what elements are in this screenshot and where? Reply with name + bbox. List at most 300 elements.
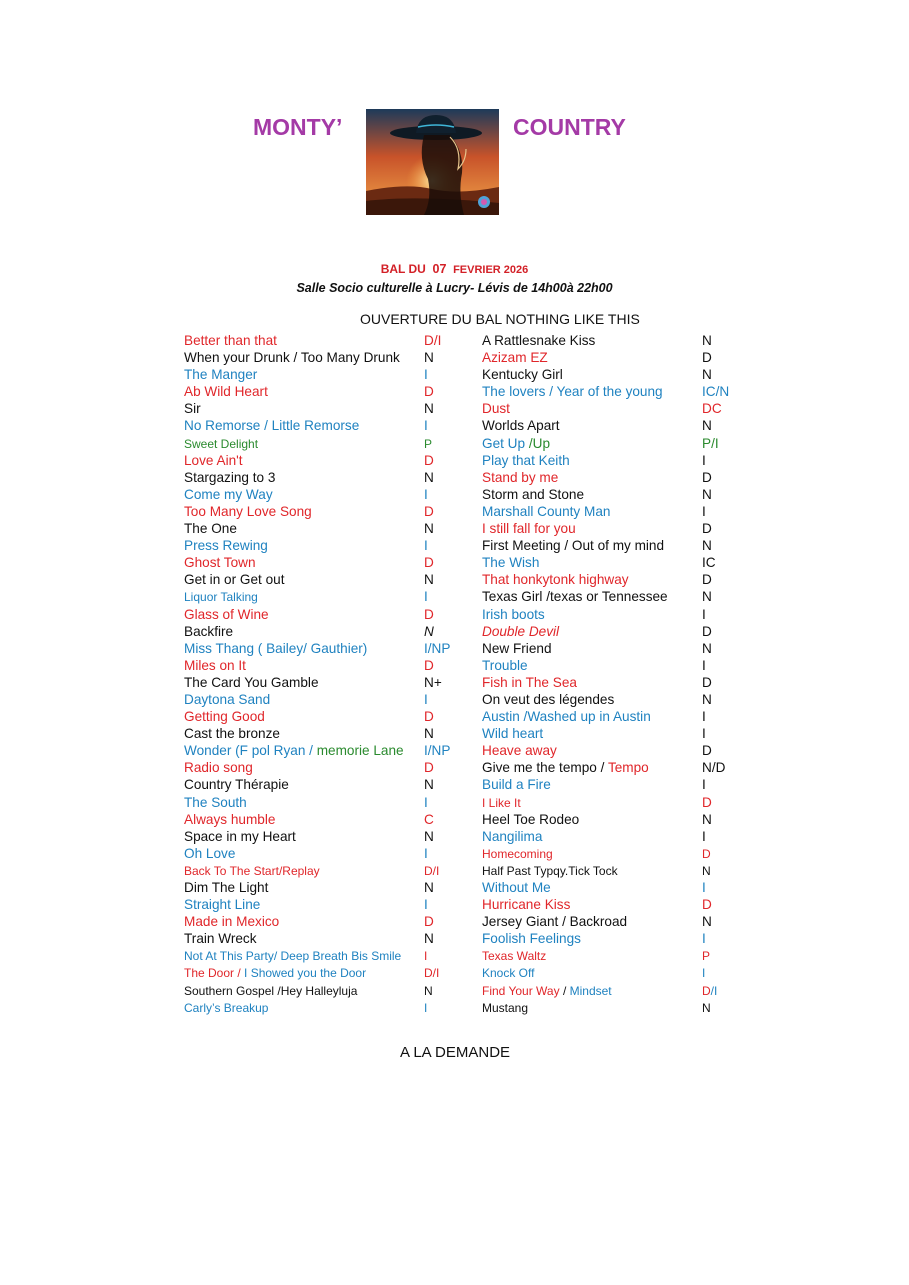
dance-code-left-segment: D xyxy=(424,657,434,673)
dance-code-right xyxy=(702,811,712,828)
dance-code-left xyxy=(424,486,428,503)
dance-code-right xyxy=(702,588,712,605)
dance-code-right xyxy=(702,691,712,708)
song-title-right xyxy=(482,999,528,1017)
dance-code-right-segment: I xyxy=(702,503,706,519)
song-title-left xyxy=(184,982,357,1000)
song-title-left xyxy=(184,400,201,417)
song-title-right xyxy=(482,845,553,863)
song-title-right xyxy=(482,349,548,366)
dance-code-right-segment: DC xyxy=(702,401,722,417)
song-title-left-segment: Train Wreck xyxy=(184,931,257,947)
dance-code-left-segment: N xyxy=(424,931,434,947)
song-title-right xyxy=(482,520,576,537)
dance-code-left xyxy=(424,469,434,486)
song-title-left xyxy=(184,691,270,708)
song-title-left xyxy=(184,606,269,623)
dance-code-right-segment: I xyxy=(702,657,706,673)
dance-code-left-segment: I xyxy=(424,589,428,605)
dance-code-left-segment: I xyxy=(424,949,428,964)
dance-code-right-segment: P/I xyxy=(702,435,719,451)
song-row xyxy=(184,674,764,691)
song-row xyxy=(184,982,764,999)
dance-code-right-segment: I xyxy=(702,452,706,468)
dance-code-left xyxy=(424,964,439,982)
song-row xyxy=(184,417,764,434)
event-logo xyxy=(366,109,499,215)
song-title-right-segment: Tempo xyxy=(607,760,649,776)
dance-code-right xyxy=(702,486,712,503)
dance-code-left-segment: D xyxy=(424,503,434,519)
event-venue: Salle Socio culturelle à Lucry- Lévis de 14h00à 22h00 xyxy=(296,281,613,295)
dance-code-left xyxy=(424,417,428,434)
dance-code-right-segment: I xyxy=(702,966,706,981)
song-row xyxy=(184,947,764,964)
dance-code-left-segment: N xyxy=(424,726,434,742)
dance-code-left-segment: N xyxy=(424,572,434,588)
dance-code-right-segment: N/D xyxy=(702,760,726,776)
dance-code-left xyxy=(424,811,434,828)
dance-code-right-segment: D xyxy=(702,743,712,759)
song-title-left xyxy=(184,332,277,349)
song-row xyxy=(184,469,764,486)
song-title-left xyxy=(184,794,247,811)
dance-code-left xyxy=(424,742,450,759)
dance-code-left-segment: I xyxy=(424,367,428,383)
song-title-left-segment: The South xyxy=(184,794,247,810)
dance-code-right-segment: I xyxy=(702,828,706,844)
dance-code-right-segment: N xyxy=(702,691,712,707)
dance-code-right xyxy=(702,742,712,759)
footer-on-demand: A LA DEMANDE xyxy=(400,1044,511,1061)
dance-code-right-segment: /I xyxy=(710,983,718,998)
song-row xyxy=(184,811,764,828)
dance-code-right-segment: N xyxy=(702,538,712,554)
dance-code-right-segment: D xyxy=(702,794,712,810)
song-title-right-segment: Austin /Washed up in Austin xyxy=(482,709,651,725)
dance-code-right-segment: D xyxy=(702,521,712,537)
dance-code-left-segment: N xyxy=(424,777,434,793)
song-row xyxy=(184,486,764,503)
dance-code-left xyxy=(424,366,428,383)
song-title-left-segment: Southern Gospel /Hey Halleyluja xyxy=(184,983,358,998)
dance-code-right xyxy=(702,383,729,400)
song-title-left-segment: Oh Love xyxy=(184,845,236,861)
dance-code-right xyxy=(702,606,706,623)
song-title-right-segment: Heave away xyxy=(482,743,557,759)
dance-code-left-segment: D xyxy=(424,914,434,930)
dance-code-right xyxy=(702,520,712,537)
song-title-right-segment: New Friend xyxy=(482,640,552,656)
song-title-right xyxy=(482,862,618,880)
dance-code-left xyxy=(424,623,434,640)
song-title-left-segment: Backfire xyxy=(184,623,234,639)
dance-code-right-segment: I xyxy=(702,709,706,725)
dance-code-right-segment: IC xyxy=(702,555,716,571)
dance-code-right-segment: D xyxy=(702,572,712,588)
dance-code-left xyxy=(424,520,434,537)
dance-code-left-segment: I xyxy=(424,486,428,502)
song-title-right xyxy=(482,828,542,845)
song-row xyxy=(184,879,764,896)
song-title-left-segment: Ab Wild Heart xyxy=(184,384,268,400)
song-title-right-segment: Storm and Stone xyxy=(482,486,585,502)
dance-code-left xyxy=(424,776,434,793)
song-title-right xyxy=(482,691,614,708)
dance-code-right-segment: I xyxy=(702,777,706,793)
dance-code-right-segment: D xyxy=(702,469,712,485)
song-row xyxy=(184,930,764,947)
song-title-left xyxy=(184,776,289,793)
song-title-left-segment: Ghost Town xyxy=(184,555,256,571)
dance-code-left xyxy=(424,794,428,811)
song-title-right xyxy=(482,332,595,349)
dance-code-left-segment: I xyxy=(424,897,428,913)
dance-code-left xyxy=(424,879,434,896)
dance-code-left xyxy=(424,332,441,349)
song-row xyxy=(184,366,764,383)
dance-code-left xyxy=(424,606,434,623)
song-title-right-segment: Jersey Giant / Backroad xyxy=(482,914,628,930)
dance-code-right xyxy=(702,725,706,742)
song-title-left-segment: Sweet Delight xyxy=(184,436,259,451)
song-row xyxy=(184,828,764,845)
song-title-right-segment: Texas Girl /texas or Tennessee xyxy=(482,589,668,605)
song-title-right-segment: Wild heart xyxy=(482,726,544,742)
song-title-left xyxy=(184,623,233,640)
song-title-left-segment: Cast the bronze xyxy=(184,726,280,742)
song-title-left xyxy=(184,383,268,400)
song-title-left-segment: Straight Line xyxy=(184,897,261,913)
song-title-right xyxy=(482,776,551,793)
dance-code-right-segment: N xyxy=(702,333,712,348)
dance-code-left xyxy=(424,930,434,947)
song-list xyxy=(184,332,764,1016)
dance-code-right xyxy=(702,503,706,520)
song-title-right-segment: A Rattlesnake Kiss xyxy=(482,333,596,348)
song-title-right xyxy=(482,537,664,554)
song-row xyxy=(184,657,764,674)
song-title-right xyxy=(482,571,629,588)
dance-code-right xyxy=(702,674,712,691)
song-row xyxy=(184,588,764,605)
dance-code-left-segment: I xyxy=(424,538,428,554)
song-title-left-segment: The Door / xyxy=(184,966,245,981)
dance-code-left xyxy=(424,674,442,691)
dance-code-right xyxy=(702,862,711,880)
song-row xyxy=(184,606,764,623)
song-title-left xyxy=(184,520,237,537)
song-title-right xyxy=(482,982,612,1000)
song-title-left xyxy=(184,537,268,554)
song-row xyxy=(184,691,764,708)
dance-code-right-segment: N xyxy=(702,914,712,930)
song-title-left xyxy=(184,879,268,896)
dance-code-right xyxy=(702,400,722,417)
song-title-right xyxy=(482,503,610,520)
opening-dance: OUVERTURE DU BAL NOTHING LIKE THIS xyxy=(360,311,640,327)
song-title-left xyxy=(184,366,257,383)
song-title-right xyxy=(482,486,584,503)
song-title-left-segment: Radio song xyxy=(184,760,253,776)
dance-code-left-segment: D/I xyxy=(424,333,442,348)
dance-code-right xyxy=(702,366,712,383)
dance-code-left-segment: N xyxy=(424,983,433,998)
dance-code-left-segment: D xyxy=(424,384,434,400)
song-title-right-segment: Dust xyxy=(482,401,510,417)
song-title-left xyxy=(184,947,401,965)
song-title-left xyxy=(184,469,275,486)
song-row xyxy=(184,520,764,537)
dance-code-left xyxy=(424,588,428,605)
song-title-right-segment: Kentucky Girl xyxy=(482,367,563,383)
song-title-right-segment: Mindset xyxy=(569,983,612,998)
song-title-right-segment: Give me the tempo / xyxy=(482,760,608,776)
brand-left: MONTY’ xyxy=(253,114,343,140)
song-title-right xyxy=(482,947,546,965)
dance-code-left-segment: I/NP xyxy=(424,743,451,759)
dance-code-left-segment: I xyxy=(424,418,428,434)
dance-code-left xyxy=(424,657,434,674)
song-row xyxy=(184,452,764,469)
song-title-right xyxy=(482,759,649,776)
song-title-right xyxy=(482,435,550,452)
song-title-left-segment: Space in my Heart xyxy=(184,828,296,844)
dance-code-right xyxy=(702,657,706,674)
dance-code-right xyxy=(702,913,712,930)
dance-code-left xyxy=(424,571,434,588)
song-row xyxy=(184,537,764,554)
dance-code-left xyxy=(424,503,434,520)
song-title-right-segment: I Like It xyxy=(482,795,521,810)
song-title-right-segment: The lovers / Year of the young xyxy=(482,384,663,400)
dance-code-left xyxy=(424,828,434,845)
dance-code-right-segment: N xyxy=(702,811,712,827)
song-title-right-segment: Find Your Way xyxy=(482,983,560,998)
dance-code-right xyxy=(702,640,712,657)
song-title-right xyxy=(482,964,534,982)
song-title-right-segment: Knock Off xyxy=(482,966,535,981)
dance-code-right xyxy=(702,571,712,588)
song-title-right-segment: Azizam EZ xyxy=(482,350,548,366)
song-title-left-segment: No Remorse / Little Remorse xyxy=(184,418,360,434)
dance-code-left xyxy=(424,435,432,453)
song-title-right xyxy=(482,811,579,828)
song-title-right xyxy=(482,417,560,434)
song-title-left-segment: Better than that xyxy=(184,333,277,348)
dance-code-left xyxy=(424,725,434,742)
song-title-left-segment: Getting Good xyxy=(184,709,265,725)
song-row xyxy=(184,623,764,640)
song-title-left-segment: Miles on It xyxy=(184,657,246,673)
dance-code-right-segment: IC/N xyxy=(702,384,730,400)
song-row xyxy=(184,400,764,417)
song-title-left xyxy=(184,896,260,913)
dance-code-right-segment: N xyxy=(702,863,711,878)
song-row xyxy=(184,349,764,366)
song-title-right-segment: Stand by me xyxy=(482,469,559,485)
dance-code-right xyxy=(702,828,706,845)
song-title-left-segment: Back To The Start/Replay xyxy=(184,863,320,878)
song-title-left-segment: The Card You Gamble xyxy=(184,674,319,690)
dance-code-right-segment: D xyxy=(702,350,712,366)
song-title-left-segment: Come my Way xyxy=(184,486,273,502)
dance-code-right xyxy=(702,845,711,863)
song-title-right-segment: / xyxy=(559,983,570,998)
song-row xyxy=(184,845,764,862)
dance-code-right xyxy=(702,332,712,349)
song-row xyxy=(184,554,764,571)
dance-code-left xyxy=(424,896,428,913)
dance-code-right-segment: N xyxy=(702,486,712,502)
song-title-right-segment: The Wish xyxy=(482,555,540,571)
song-title-right-segment: Homecoming xyxy=(482,846,553,861)
song-title-left xyxy=(184,964,366,982)
dance-code-left-segment: N xyxy=(424,521,434,537)
song-row xyxy=(184,725,764,742)
song-title-right-segment: Irish boots xyxy=(482,606,545,622)
dance-code-left-segment: N xyxy=(424,880,434,895)
dance-code-right xyxy=(702,776,706,793)
song-title-left xyxy=(184,486,273,503)
song-title-right-segment: That honkytonk highway xyxy=(482,572,629,588)
song-title-right xyxy=(482,640,552,657)
dance-code-left xyxy=(424,999,427,1017)
event-month-year: FEVRIER 2026 xyxy=(453,264,529,276)
dance-code-right xyxy=(702,794,712,811)
song-title-right xyxy=(482,366,563,383)
song-row xyxy=(184,896,764,913)
song-title-left-segment: Glass of Wine xyxy=(184,606,269,622)
song-title-right-segment: First Meeting / Out of my mind xyxy=(482,538,665,554)
song-title-left xyxy=(184,845,235,862)
dance-code-right xyxy=(702,623,712,640)
dance-code-left xyxy=(424,537,428,554)
dance-code-right-segment: N xyxy=(702,589,712,605)
song-title-right xyxy=(482,913,627,930)
song-row xyxy=(184,999,764,1016)
song-title-right xyxy=(482,879,551,896)
dance-code-right xyxy=(702,879,706,896)
dance-code-left-segment: I xyxy=(424,794,428,810)
song-title-left xyxy=(184,640,367,657)
dance-code-right-segment: N xyxy=(702,1000,711,1015)
song-row xyxy=(184,913,764,930)
event-date xyxy=(0,262,909,276)
dance-code-right-segment: N xyxy=(702,640,712,656)
dance-code-left xyxy=(424,862,439,880)
dance-code-left-segment: D/I xyxy=(424,863,440,878)
song-title-right-segment: Without Me xyxy=(482,880,551,895)
song-title-left xyxy=(184,862,320,880)
song-title-left xyxy=(184,742,404,759)
dance-code-left-segment: D xyxy=(424,452,434,468)
dance-code-right xyxy=(702,554,716,571)
song-title-right xyxy=(482,400,510,417)
song-title-left-segment: Made in Mexico xyxy=(184,914,280,930)
song-row xyxy=(184,435,764,452)
brand-right: COUNTRY xyxy=(513,114,626,140)
dance-code-left xyxy=(424,640,450,657)
song-title-left-segment: Press Rewing xyxy=(184,538,268,554)
song-title-right xyxy=(482,606,545,623)
dance-code-left-segment: D xyxy=(424,555,434,571)
song-row xyxy=(184,964,764,981)
song-title-right-segment: Worlds Apart xyxy=(482,418,560,434)
song-title-left-segment: Country Thérapie xyxy=(184,777,289,793)
dance-code-left-segment: N xyxy=(424,350,434,366)
dance-code-right-segment: I xyxy=(702,880,706,895)
song-row xyxy=(184,794,764,811)
song-title-right xyxy=(482,725,543,742)
song-title-right xyxy=(482,383,663,400)
dance-code-left-segment: P xyxy=(424,436,433,451)
song-title-left-segment: Daytona Sand xyxy=(184,691,271,707)
dance-code-right xyxy=(702,982,717,1000)
song-title-left xyxy=(184,452,243,469)
dance-code-right-segment: N xyxy=(702,418,712,434)
song-title-right xyxy=(482,674,577,691)
song-title-left-segment: Dim The Light xyxy=(184,880,269,895)
dance-code-right-segment: P xyxy=(702,949,711,964)
song-title-right-segment: Marshall County Man xyxy=(482,503,611,519)
song-title-left-segment: Miss Thang ( Bailey/ Gauthier) xyxy=(184,640,368,656)
song-title-left xyxy=(184,828,296,845)
song-title-left-segment: Sir xyxy=(184,401,201,417)
dance-code-right xyxy=(702,708,706,725)
dance-code-right xyxy=(702,417,712,434)
song-title-left xyxy=(184,503,312,520)
dance-code-right-segment: D xyxy=(702,983,711,998)
song-title-right-segment: Foolish Feelings xyxy=(482,931,581,947)
dance-code-left-segment: C xyxy=(424,811,434,827)
dance-code-right-segment: D xyxy=(702,623,712,639)
song-title-left xyxy=(184,674,319,691)
song-title-right xyxy=(482,452,570,469)
song-row xyxy=(184,332,764,349)
dance-code-right xyxy=(702,349,712,366)
song-title-right xyxy=(482,469,558,486)
dance-code-right xyxy=(702,896,712,913)
song-row xyxy=(184,708,764,725)
dance-code-left-segment: D xyxy=(424,606,434,622)
song-title-right-segment: Play that Keith xyxy=(482,452,570,468)
dance-code-left-segment: N xyxy=(424,469,434,485)
song-row xyxy=(184,503,764,520)
song-title-right xyxy=(482,794,521,812)
dance-code-left-segment: I/NP xyxy=(424,640,451,656)
song-title-right xyxy=(482,623,559,640)
dance-code-left-segment: I xyxy=(424,691,428,707)
dance-code-left-segment: N xyxy=(424,623,434,639)
dance-code-left xyxy=(424,691,428,708)
song-title-right-segment: Hurricane Kiss xyxy=(482,897,571,913)
dance-code-left xyxy=(424,400,434,417)
dance-code-right-segment: D xyxy=(702,897,712,913)
song-title-left xyxy=(184,913,279,930)
dance-code-right xyxy=(702,435,719,452)
dance-code-left-segment: D/I xyxy=(424,966,440,981)
song-title-left-segment: Get in or Get out xyxy=(184,572,285,588)
dance-code-right-segment: I xyxy=(702,726,706,742)
dance-code-left xyxy=(424,982,433,1000)
dance-code-right xyxy=(702,452,706,469)
song-title-right xyxy=(482,742,557,759)
song-title-left xyxy=(184,349,400,366)
song-title-left-segment: Liquor Talking xyxy=(184,590,258,605)
song-title-right-segment: Double Devil xyxy=(482,623,560,639)
song-title-left-segment: Stargazing to 3 xyxy=(184,469,276,485)
